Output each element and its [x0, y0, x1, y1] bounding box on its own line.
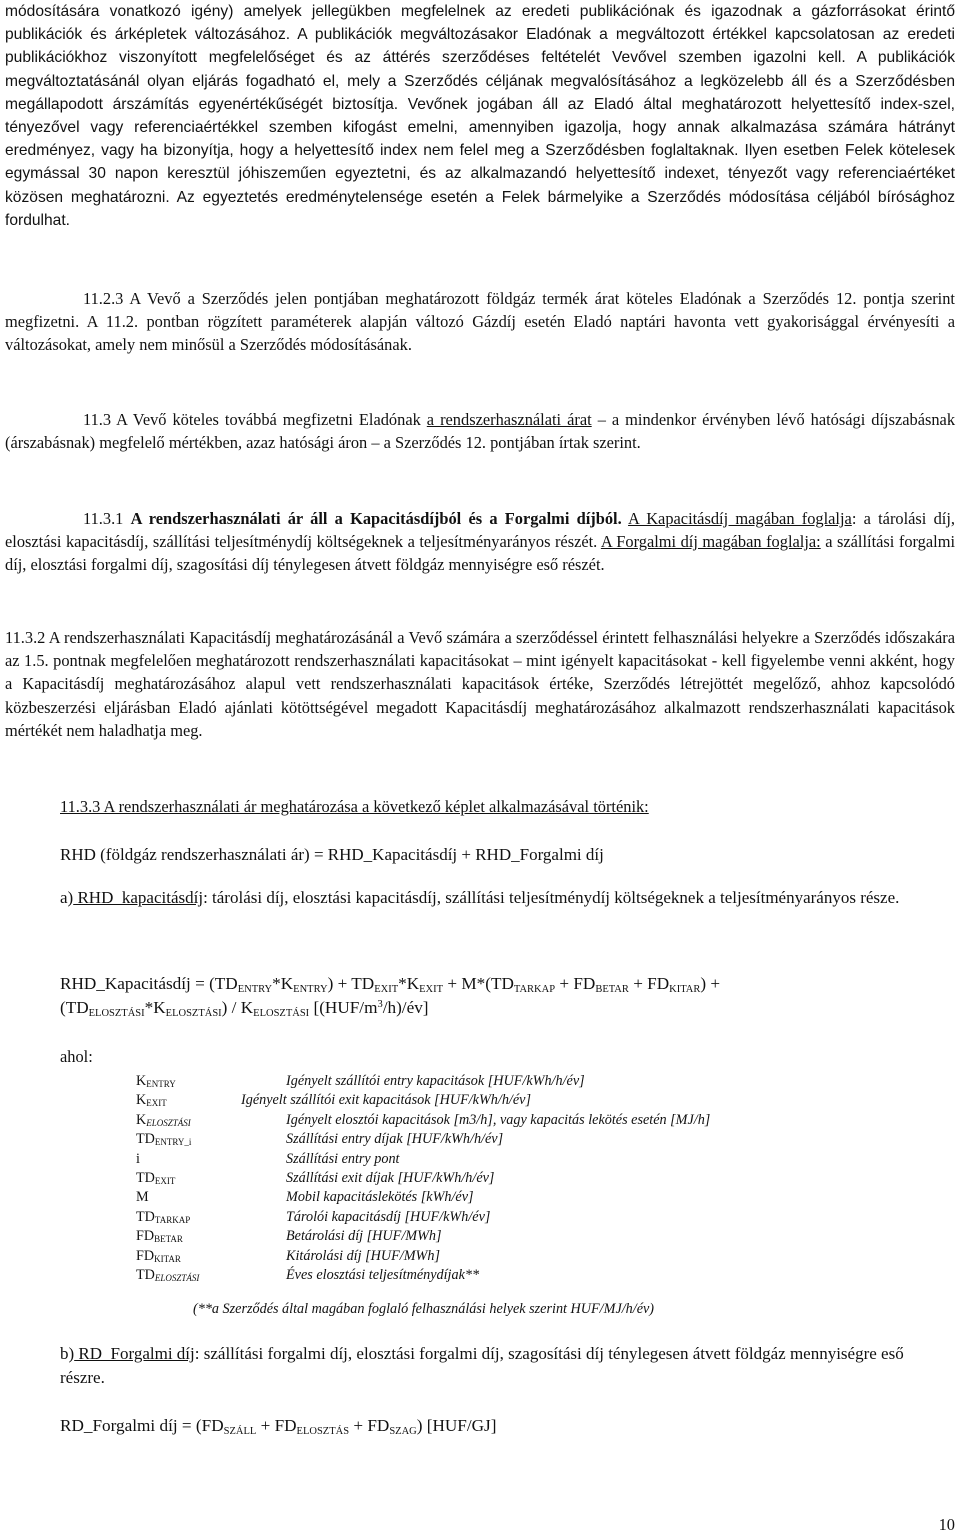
- variable-subscript: ELOSZTÁSI: [146, 1117, 191, 1128]
- variable-subscript: ELOSZTÁSI: [154, 1272, 200, 1283]
- variable-symbol-group: [136, 1130, 191, 1149]
- intro-text-1: módosítására vonatkozó igény) amelyek jellegükben megfelelnek az eredeti publikációnak és igazodnak a gázforrásokat érintő publikációk és árképletek változásához. A publikációk megváltozásakor Eladónak a megváltozott értékkel kapcsolatosan az eredeti publikációkhoz viszonyított megfelelőséget és az áttérés szerződéses feltételét Vevővel szemben igazolni kell.: [5, 3, 955, 67]
- section-11-3: [5, 408, 955, 454]
- formula-traffic: [60, 1414, 496, 1438]
- f1-op: *K: [144, 998, 166, 1017]
- variable-description: Mobil kapacitáslekötés [kWh/év]: [286, 1189, 474, 1206]
- variable-subscript: KITAR: [154, 1253, 181, 1264]
- variable-description: Szállítási entry díjak [HUF/kWh/h/év]: [286, 1131, 504, 1148]
- section-11-3-text: 11.3 A Vevő köteles továbbá megfizetni Eladónak: [83, 410, 427, 429]
- variable-symbol: M: [136, 1189, 149, 1206]
- footnote: (**a Szerződés által magában foglaló felhasználási helyek szerint HUF/MJ/h/év): [193, 1301, 655, 1317]
- variable-description: Tárolói kapacitásdíj [HUF/kWh/év]: [286, 1208, 491, 1225]
- f1-op: *K: [398, 974, 420, 993]
- formula-capacity-line-1: RHD_Kapacitásdíj = $(TD_{ENTRY}*K_{ENTRY}) + TD_{EXIT}*K_{EXIT} + M*(TD_{TARKAP} + FD_{BETAR} + FD_{KITAR})$ +: [60, 974, 721, 995]
- variable-symbol-group: [136, 1091, 167, 1110]
- f1-op: ) / K: [221, 998, 254, 1017]
- section-11-3-3: [60, 795, 950, 818]
- section-11-3-1: [5, 507, 955, 577]
- section-number: 11.3.1: [83, 509, 131, 528]
- f1-sub: TARKAP: [513, 984, 556, 995]
- variable-symbol: i: [136, 1150, 140, 1167]
- rhd-definition: RHD (földgáz rendszerhasználati ár) = RHD_Kapacitásdíj + RHD_Forgalmi díj: [60, 845, 604, 864]
- f1-sub: ELOSZTÁSI: [165, 1008, 222, 1019]
- formula-intro: 11.3.3 A rendszerhasználati ár meghatározása a következő képlet alkalmazásával történik:: [60, 797, 649, 816]
- traffic-fee-label: A Forgalmi díj magában foglalja:: [600, 532, 821, 552]
- f2-op: + FD: [256, 1416, 297, 1435]
- variable-symbol-group: [136, 1208, 190, 1227]
- item-a-text: : tárolási díj, elosztási kapacitásdíj, szállítási teljesítménydíj költségeknek a teljesítményarányos része.: [203, 888, 900, 907]
- variable-symbol: K: [136, 1111, 147, 1128]
- item-a-term: RHD_kapacitásdíj: [73, 888, 204, 907]
- item-a-marker: a): [60, 888, 74, 907]
- item-b: [60, 1342, 950, 1390]
- variable-subscript: TARKAP: [154, 1214, 191, 1225]
- item-b-marker: b): [60, 1344, 75, 1363]
- variable-symbol-group: [136, 1266, 199, 1285]
- variable-subscript: EXIT: [154, 1175, 176, 1186]
- f1-sub: ENTRY: [237, 984, 273, 995]
- variable-subscript: ENTRY_i: [154, 1137, 192, 1148]
- variable-description: Igényelt szállítói entry kapacitások [HUF/kWh/h/év]: [286, 1073, 585, 1089]
- variable-symbol-group: [136, 1247, 181, 1266]
- variable-description: Szállítási exit díjak [HUF/kWh/h/év]: [286, 1169, 495, 1186]
- variable-subscript: ENTRY: [146, 1079, 176, 1089]
- f1-sub: EXIT: [419, 984, 444, 995]
- f1-unit: /h)/év]: [382, 998, 429, 1017]
- variable-description: Igényelt szállítói exit kapacitások [HUF/kWh/h/év]: [241, 1092, 531, 1109]
- f2-sub: SZAG: [389, 1426, 417, 1437]
- f1-lhs: RHD_Kapacitásdíj = (TD: [60, 974, 238, 993]
- f1-op: + FD: [555, 974, 596, 993]
- variable-symbol: TD: [136, 1169, 155, 1186]
- capacity-fee-label: A Kapacitásdíj magában foglalja: [628, 509, 852, 528]
- variable-symbol: FD: [136, 1247, 155, 1264]
- item-b-text: : szállítási forgalmi díj, elosztási forgalmi díj, szagosítási díj ténylegesen átvett földgáz mennyiségre eső részre.: [60, 1344, 904, 1387]
- f1-sub: ELOSZTÁSI: [88, 1008, 145, 1019]
- f2-sub: ELOSZTÁS: [296, 1426, 350, 1437]
- f1-op: + FD: [628, 974, 670, 993]
- f1-op: (TD: [60, 998, 89, 1017]
- f1-op: ) +: [700, 974, 721, 993]
- formula-capacity-line-2: [60, 996, 429, 1020]
- variable-symbol: K: [136, 1073, 147, 1089]
- variable-description: Éves elosztási teljesítménydíjak**: [286, 1266, 480, 1283]
- variable-description: Szállítási entry pont: [286, 1150, 400, 1167]
- f1-sub: BETAR: [595, 984, 629, 995]
- f1-sub: KITAR: [669, 984, 701, 995]
- where-label: ahol:: [60, 1047, 93, 1066]
- variable-symbol-group: [136, 1188, 149, 1207]
- intro-paragraph: [5, 0, 955, 232]
- f1-sup: 3: [377, 999, 383, 1010]
- intro-text-3: Vevőnek jogában áll az Eladó által meghatározott helyettesítő index-szel, tényezővel vagy referenciaértékkel szemben kifogást emelni, amennyiben igazolja, hogy annak alkalmazása számára hátrányt eredményez, vagy ha bizonyítja, hogy a helyettesítő index nem felel meg a Szerződésben foglaltaknak. Ilyen esetben Felek kötelesek egymással 30 napon keresztül jóhiszeműen egyeztetni, és az alkalmazandó helyettesítő indexet, tényezőt vagy referenciaértéket közösen meghatározni. Az egyeztetés eredménytelensége esetén a Felek bármelyike a Szerződés módosítása céljából bírósághoz fordulhat.: [5, 95, 955, 229]
- page-number: 10: [938, 1515, 955, 1534]
- section-11-3-text-cont: – a mindenkor érvényben lévő hatósági díjszabásnak (árszabásnak) megfelelő mértékben, azaz hatósági áron – a Szerződés 12. pontjában írtak szerint.: [5, 410, 956, 453]
- variable-subscript: EXIT: [146, 1098, 167, 1109]
- capacity-fee-text: : a tárolási díj, elosztási kapacitásdíj, szállítási teljesítménydíj költségeknek a teljesítményarányos részét.: [5, 509, 955, 552]
- variable-description: Igényelt elosztói kapacitások [m3/h], vagy kapacitás lekötés esetén [MJ/h]: [286, 1111, 711, 1128]
- f2-lhs: RD_Forgalmi díj = (FD: [60, 1416, 224, 1435]
- variable-description: Betárolási díj [HUF/MWh]: [286, 1228, 442, 1245]
- f2-op: + FD: [349, 1416, 390, 1435]
- variable-symbol-group: [136, 1150, 140, 1169]
- variable-symbol: FD: [136, 1228, 155, 1245]
- f1-op: + M*(TD: [443, 974, 514, 993]
- variable-description: Kitárolási díj [HUF/MWh]: [286, 1247, 440, 1264]
- f1-unit: [(HUF/m: [309, 998, 378, 1017]
- variable-symbol-group: [136, 1169, 175, 1188]
- system-use-price-link-text: a rendszerhasználati árat: [426, 410, 592, 429]
- f1-sub: ENTRY: [293, 984, 328, 995]
- intro-text-2: A publikációk megváltoztatásánál olyan eljárás fogadható el, mely a Szerződés céljának megvalósításához a legközelebb áll és a Szerződésben megállapodott árszámítás egyenértékűségét biztosítja.: [5, 49, 955, 113]
- f2-unit: ) [HUF/GJ]: [416, 1416, 497, 1435]
- f1-op: *K: [272, 974, 294, 993]
- variable-symbol-group: [136, 1072, 176, 1091]
- variable-symbol: TD: [136, 1131, 155, 1148]
- variable-symbol: TD: [136, 1266, 155, 1283]
- item-a: [60, 862, 950, 910]
- f1-sub: ELOSZTÁSI: [253, 1008, 310, 1019]
- section-bold-heading: A rendszerhasználati ár áll a Kapacitásdíjból és a Forgalmi díjból.: [130, 509, 622, 528]
- variable-symbol-group: [136, 1111, 191, 1130]
- variable-subscript: BETAR: [154, 1234, 183, 1245]
- variable-symbol-group: [136, 1227, 183, 1246]
- variable-symbol: K: [136, 1092, 147, 1109]
- section-11-2-3: 11.2.3 A Vevő a Szerződés jelen pontjában meghatározott földgáz termék árat köteles Eladónak a Szerződés 12. pontja szerint megfizetni. A 11.2. pontban rögzített paraméterek alapján változó Gázdíj esetén Eladó naptári havonta vett gyakorisággal érvényesíti a változásokat, amely nem minősül a Szerződés módosításának.: [5, 289, 955, 355]
- f1-sub: EXIT: [374, 984, 399, 995]
- section-11-3-2: 11.3.2 A rendszerhasználati Kapacitásdíj meghatározásánál a Vevő számára a szerződéssel érintett felhasználási helyekre a Szerződés időszakára az 1.5. pontnak megfelelően meghatározott rendszerhasználati kapacitásokat – mint igényelt kapacitásokat - kell figyelembe venni akként, hogy a Kapacitásdíj meghatározásához alapul vett rendszerhasználati kapacitások értéke, Szerződés létrejöttét megelőző, ahhoz kapcsolódó közbeszerzési eljárásban Eladó ajánlati kötöttségével megadott Kapacitásdíj meghatározásához alkalmazott rendszerhasználati kapacitások mértékét nem haladhatja meg.: [5, 628, 955, 740]
- f2-sub: SZÁLL: [223, 1426, 257, 1437]
- item-b-term: RD_Forgalmi díj: [74, 1344, 195, 1363]
- traffic-fee-text: a szállítási forgalmi díj, elosztási forgalmi díj, szagosítási díj ténylegesen átvett földgáz mennyiségre eső részét.: [5, 532, 956, 575]
- variable-symbol: TD: [136, 1208, 155, 1225]
